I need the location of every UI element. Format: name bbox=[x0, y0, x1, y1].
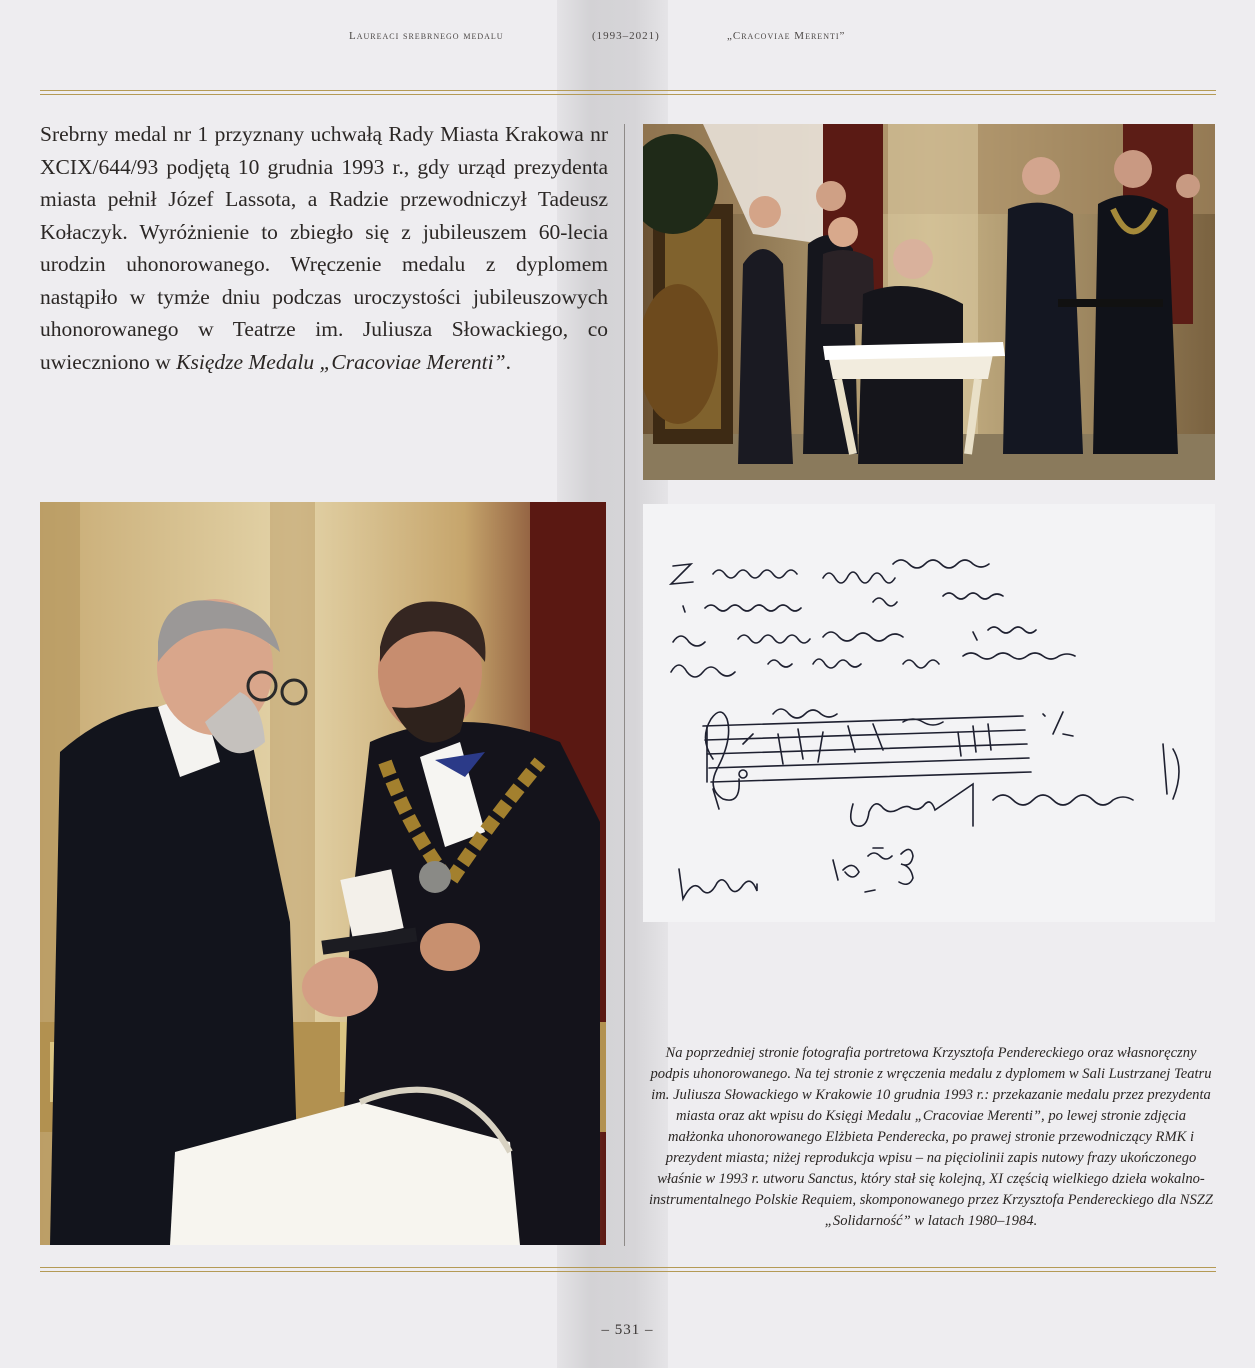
signing-photo bbox=[643, 124, 1215, 480]
column-divider bbox=[624, 124, 625, 1246]
top-gold-rule bbox=[40, 90, 1216, 95]
running-head-left: Laureaci srebrnego medalu bbox=[349, 30, 504, 42]
bottom-gold-rule bbox=[40, 1267, 1216, 1272]
medal-handover-photo bbox=[40, 502, 606, 1245]
page-number: – 531 – bbox=[601, 1322, 654, 1338]
body-text-main: Srebrny medal nr 1 przyznany uchwałą Rady Miasta Krakowa nr XCIX/644/93 podjętą 10 grudnia 1993 r., gdy urząd prezydenta miasta pełnił Józef Lassota, a Radzie przewodniczył Tadeusz Kołaczyk. Wyróżnienie to zbiegło się z jubileuszem 60-lecia urodzin uhonorowanego. Wręczenie medalu z dyplomem nastąpiło w tymże dniu podczas uroczystości jubileuszowych uhonorowanego w Teatrze im. Juliusza Słowackiego, co uwieczniono w bbox=[40, 122, 608, 374]
running-head-center: (1993–2021) bbox=[592, 30, 660, 42]
figure-caption: Na poprzedniej stronie fotografia portretowa Krzysztofa Pendereckiego oraz własnoręczny podpis uhonorowanego. Na tej stronie z wręczenia medalu z dyplomem w Sali Lustrzanej Teatru im. Juliusza Słowackiego w Krakowie 10 grudnia 1993 r.: przekazanie medalu przez prezydenta miasta oraz akt wpisu do Księgi Medalu „Cracoviae Merenti”, po lewej stronie zdjęcia małżonka uhonorowanego Elżbieta Penderecka, po prawej stronie przewodniczący RMK i prezydent miasta; niżej reprodukcja wpisu – na pięciolinii zapis nutowy frazy ukończonego właśnie w 1993 r. utworu Sanctus, który stał się kolejną, XI częścią wielkiego dzieła wokalno-instrumentalnego Polskie Requiem, skomponowanego przez Krzysztofa Pendereckiego dla NSZZ „Solidarność” w latach 1980–1984. bbox=[648, 1045, 1214, 1229]
body-text-italic: Księdze Medalu „Cracoviae Merenti” bbox=[176, 349, 506, 374]
handwritten-inscription bbox=[643, 504, 1215, 922]
body-text-end: . bbox=[505, 349, 511, 374]
body-paragraph bbox=[40, 118, 608, 378]
running-head-right: „Cracoviae Merenti” bbox=[727, 30, 846, 42]
